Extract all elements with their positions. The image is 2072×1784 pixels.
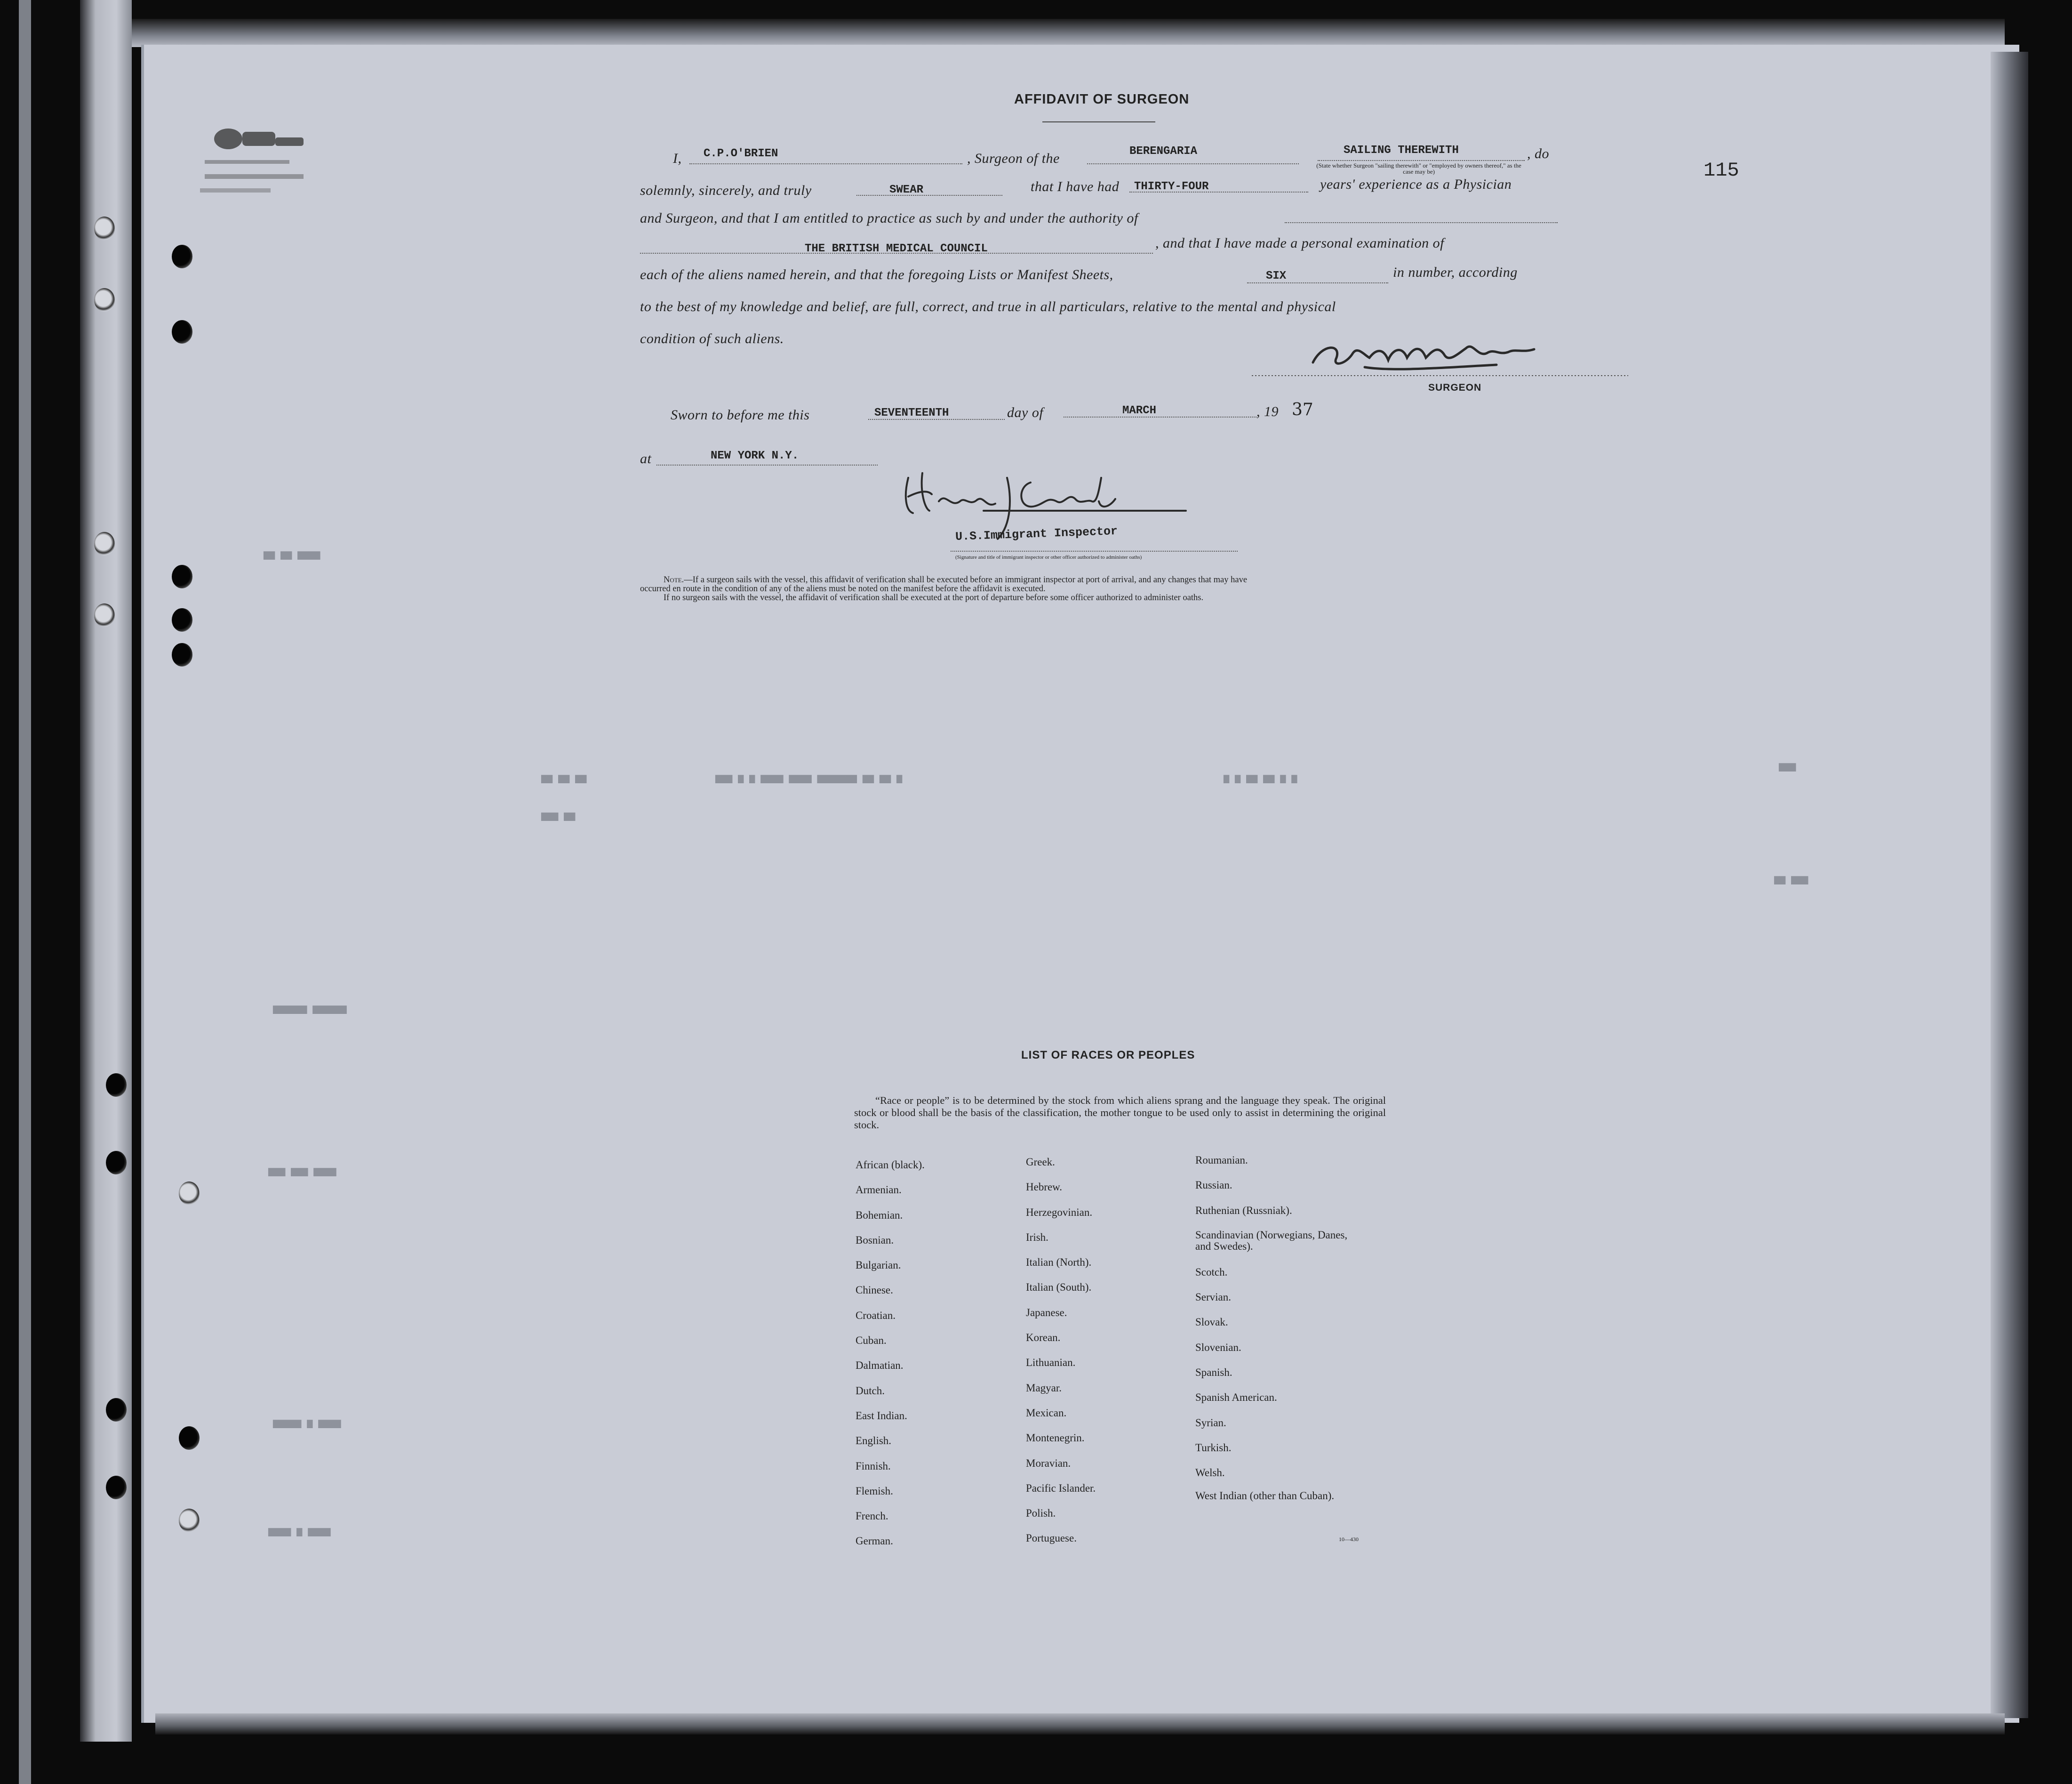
punch-hole bbox=[106, 1151, 127, 1174]
bleed-through-marks: ▆▆▆▆▆▆ ▆▆▆▆▆▆ bbox=[273, 1004, 347, 1015]
race-item: Scandinavian (Norwegians, Danes, and Swedes). bbox=[1195, 1229, 1348, 1252]
line2-mid: that I have had bbox=[1031, 179, 1120, 194]
race-item: Pacific Islander. bbox=[1026, 1482, 1096, 1494]
place-field bbox=[656, 464, 878, 466]
sailing-status: SAILING THEREWITH bbox=[1344, 144, 1459, 157]
race-item: Magyar. bbox=[1026, 1382, 1062, 1394]
note-line1: —If a surgeon sails with the vessel, this affidavit of verification shall be executed before an immigrant inspector at port of arrival, and any changes that may have bbox=[684, 575, 1248, 585]
race-item: Dutch. bbox=[856, 1384, 885, 1397]
races-title: LIST OF RACES OR PEOPLES bbox=[1021, 1049, 1195, 1061]
sworn-day: SEVENTEENTH bbox=[874, 407, 949, 419]
surgeon-signature bbox=[1252, 320, 1638, 386]
bleed-through-marks: ▆ ▆ ▆▆ ▆▆ ▆ ▆ bbox=[1224, 773, 1297, 784]
race-item: Syrian. bbox=[1195, 1416, 1226, 1429]
punch-hole bbox=[106, 1476, 127, 1499]
line1-prefix: I, bbox=[673, 151, 682, 166]
punch-hole bbox=[94, 532, 115, 555]
bleed-through-marks: ▆▆ ▆▆▆ bbox=[1774, 875, 1808, 885]
race-item: Dalmatian. bbox=[856, 1359, 904, 1372]
ship-name: BERENGARIA bbox=[1129, 145, 1198, 158]
page-bottom-edge bbox=[155, 1713, 2005, 1735]
line2-suffix: years' experience as a Physician bbox=[1320, 177, 1512, 192]
title-rule bbox=[1042, 121, 1155, 122]
race-item: Armenian. bbox=[856, 1184, 902, 1196]
races-column-1 bbox=[856, 1152, 925, 1554]
year-suffix: 37 bbox=[1292, 400, 1313, 419]
page-right-edge bbox=[1991, 52, 2028, 1718]
ship-field bbox=[1087, 162, 1299, 164]
bleed-through-marks: ▆▆▆ ▆▆▆ ▆▆▆▆ bbox=[268, 1166, 336, 1177]
race-item: Portuguese. bbox=[1026, 1532, 1077, 1544]
race-item: Greek. bbox=[1026, 1156, 1055, 1168]
surgeon-label: SURGEON bbox=[1428, 382, 1482, 393]
race-item: Irish. bbox=[1026, 1231, 1048, 1243]
at-prefix: at bbox=[640, 451, 652, 466]
sworn-prefix: Sworn to before me this bbox=[671, 407, 810, 423]
bleed-through-marks: ▆▆ ▆▆ ▆▆▆▆ bbox=[264, 550, 320, 561]
race-item: French. bbox=[856, 1510, 888, 1522]
race-item: Cuban. bbox=[856, 1334, 887, 1347]
line7-text: condition of such aliens. bbox=[640, 331, 784, 346]
race-item: Servian. bbox=[1195, 1291, 1232, 1303]
surgeon-name-field bbox=[689, 162, 962, 164]
binding-edge-left bbox=[19, 0, 31, 1784]
race-item: West Indian (other than Cuban). bbox=[1195, 1489, 1335, 1502]
race-item: Herzegovinian. bbox=[1026, 1206, 1093, 1218]
bleed-through-marks: ▆▆▆ ▆▆ bbox=[541, 811, 576, 822]
race-item: Italian (South). bbox=[1026, 1281, 1092, 1294]
sailing-field bbox=[1318, 159, 1525, 161]
sheet-count: SIX bbox=[1266, 270, 1287, 282]
punch-hole bbox=[179, 1426, 200, 1450]
race-item: Scotch. bbox=[1195, 1266, 1228, 1278]
race-item: Bohemian. bbox=[856, 1209, 903, 1221]
sworn-place: NEW YORK N.Y. bbox=[711, 450, 799, 462]
race-item: Welsh. bbox=[1195, 1467, 1225, 1479]
race-item: Bulgarian. bbox=[856, 1259, 901, 1271]
line4-suffix: , and that I have made a personal examination of bbox=[1155, 235, 1444, 251]
oath-field bbox=[856, 194, 1002, 196]
month-field bbox=[1064, 416, 1256, 418]
punch-hole bbox=[172, 565, 192, 588]
line5-prefix: each of the aliens named herein, and that the foregoing Lists or Manifest Sheets, bbox=[640, 267, 1113, 282]
race-item: Finnish. bbox=[856, 1460, 891, 1472]
race-item: Polish. bbox=[1026, 1507, 1056, 1519]
note-lead: Note. bbox=[664, 575, 684, 585]
bleed-through-marks: ▆▆▆▆ ▆ ▆▆▆▆ bbox=[268, 1527, 331, 1537]
punch-hole bbox=[172, 608, 192, 632]
races-column-2 bbox=[1026, 1149, 1096, 1551]
inspector-field bbox=[951, 550, 1238, 552]
line3-text: and Surgeon, and that I am entitled to practice as such by and under the authority of bbox=[640, 210, 1138, 226]
bleed-through-marks: ▆▆ ▆▆ ▆▆ bbox=[541, 773, 587, 784]
race-item: Moravian. bbox=[1026, 1457, 1071, 1469]
race-item: Italian (North). bbox=[1026, 1256, 1092, 1269]
race-item: English. bbox=[856, 1435, 892, 1447]
race-item: Hebrew. bbox=[1026, 1181, 1063, 1193]
affidavit-note bbox=[640, 576, 1558, 603]
race-item: Japanese. bbox=[1026, 1306, 1067, 1318]
licensing-authority: THE BRITISH MEDICAL COUNCIL bbox=[805, 242, 988, 255]
sworn-mid: day of bbox=[1007, 405, 1044, 420]
punch-hole bbox=[179, 1509, 200, 1532]
race-item: African (black). bbox=[856, 1159, 925, 1171]
bleed-through-marks: ▆▆▆ bbox=[1779, 762, 1796, 772]
race-item: Slovenian. bbox=[1195, 1341, 1241, 1353]
punch-hole bbox=[94, 217, 115, 240]
race-item: Korean. bbox=[1026, 1332, 1061, 1344]
race-item: Croatian. bbox=[856, 1309, 896, 1321]
surgeon-name: C.P.O'BRIEN bbox=[704, 147, 778, 160]
race-item: Spanish American. bbox=[1195, 1391, 1277, 1404]
race-item: Slovak. bbox=[1195, 1316, 1228, 1328]
line2-prefix: solemnly, sincerely, and truly bbox=[640, 183, 812, 198]
bleed-through-marks: ▆▆▆ ▆ ▆ ▆▆▆▆ ▆▆▆▆ ▆▆▆▆▆▆▆ ▆▆ ▆▆ ▆ bbox=[715, 773, 903, 784]
years-experience: THIRTY-FOUR bbox=[1134, 180, 1209, 193]
races-intro: “Race or people” is to be determined by the stock from which aliens sprang and the language they speak. The original stock or blood shall be the basis of the classification, the mother tongue to be used only to assist in determining the original stock. bbox=[854, 1094, 1386, 1131]
page-number: 115 bbox=[1704, 159, 1739, 182]
line5-suffix: in number, according bbox=[1393, 265, 1518, 280]
race-item: Lithuanian. bbox=[1026, 1357, 1076, 1369]
race-item: Mexican. bbox=[1026, 1406, 1067, 1419]
note-line2: occurred en route in the condition of any of the aliens must be noted on the manifest before the affidavit is executed. bbox=[640, 584, 1046, 594]
punch-hole bbox=[106, 1398, 127, 1422]
line1-mid: , Surgeon of the bbox=[967, 151, 1060, 166]
race-item: Montenegrin. bbox=[1026, 1432, 1085, 1444]
authority-field-top bbox=[1285, 221, 1558, 223]
sworn-month: MARCH bbox=[1122, 404, 1157, 417]
race-item: Spanish. bbox=[1195, 1366, 1232, 1379]
year-prefix: , 19 bbox=[1256, 404, 1279, 419]
punch-hole bbox=[94, 288, 115, 312]
top-page-edge bbox=[132, 19, 2005, 47]
sailing-note: (State whether Surgeon "sailing therewith" or "employed by owners thereof," as the case may be) bbox=[1316, 162, 1521, 175]
punch-hole bbox=[172, 320, 192, 344]
punch-hole bbox=[106, 1073, 127, 1097]
race-item: Flemish. bbox=[856, 1485, 893, 1497]
inspector-title: U.S.Immigrant Inspector bbox=[955, 524, 1118, 544]
inspector-note: (Signature and title of immigrant inspector or other officer authorized to administer oaths) bbox=[955, 554, 1142, 560]
race-item: Roumanian. bbox=[1195, 1154, 1248, 1166]
race-item: Turkish. bbox=[1195, 1441, 1232, 1454]
punch-hole bbox=[172, 245, 192, 268]
bleed-through-marks: ▆▆▆▆▆ ▆ ▆▆▆▆ bbox=[273, 1418, 341, 1429]
line6-text: to the best of my knowledge and belief, are full, correct, and true in all particulars, relative to the mental and physical bbox=[640, 299, 1336, 314]
race-item: Russian. bbox=[1195, 1179, 1232, 1191]
document-title: AFFIDAVIT OF SURGEON bbox=[1014, 92, 1190, 107]
punch-hole bbox=[94, 603, 115, 627]
race-item: German. bbox=[856, 1535, 893, 1547]
race-item: Chinese. bbox=[856, 1284, 893, 1296]
line1-suffix: , do bbox=[1527, 146, 1549, 161]
form-code: 10—430 bbox=[1339, 1536, 1359, 1543]
ink-stamp-mark bbox=[195, 118, 318, 212]
race-item: East Indian. bbox=[856, 1409, 907, 1422]
punch-hole bbox=[179, 1181, 200, 1205]
oath-word: SWEAR bbox=[889, 184, 924, 196]
note-line3: If no surgeon sails with the vessel, the affidavit of verification shall be executed at the port of departure before some officer authorized to administer oaths. bbox=[664, 593, 1204, 603]
race-item: Ruthenian (Russniak). bbox=[1195, 1204, 1292, 1216]
race-item: Bosnian. bbox=[856, 1234, 894, 1246]
races-column-3 bbox=[1195, 1148, 1351, 1509]
punch-hole bbox=[172, 643, 192, 667]
